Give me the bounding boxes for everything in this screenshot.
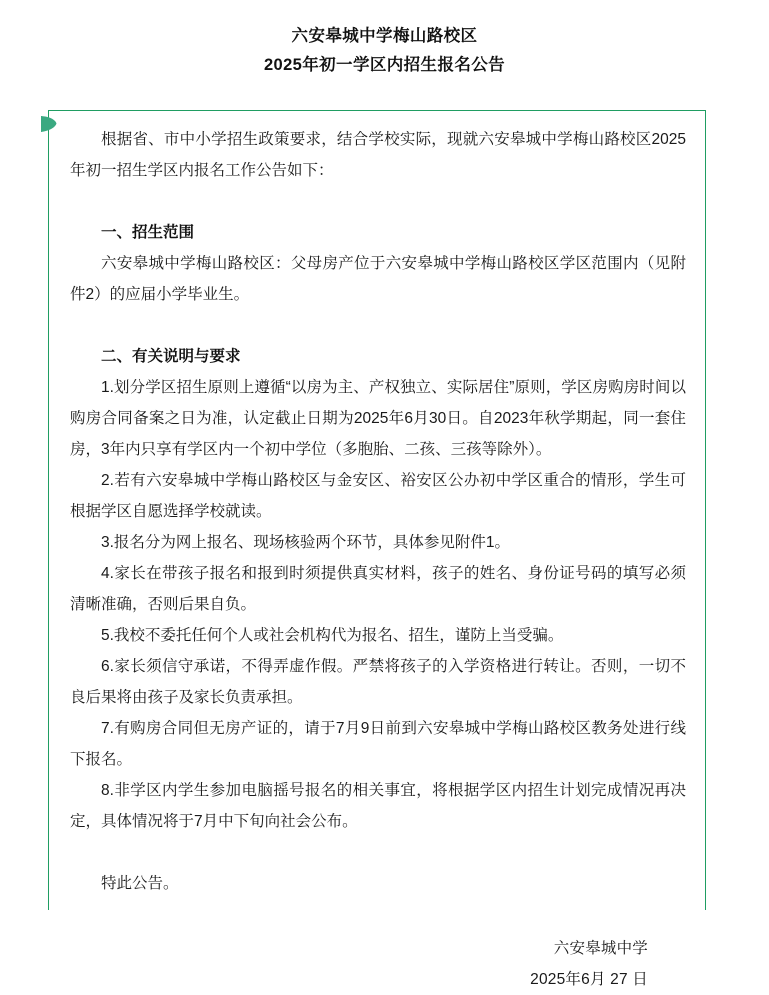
section-two-item-5: 5.我校不委托任何个人或社会机构代为报名、招生，谨防上当受骗。 [101, 627, 564, 644]
section-one-heading: 一、招生范围 [101, 224, 195, 241]
section-two-item-1: 1.划分学区招生原则上遵循“以房为主、产权独立、实际居住”原则，学区房购房时间以购房合同备案之日为准，认定截止日期为2025年6月30日。自2023年秋学期起，同一套住房，3年内只享有学区内一个初中学位（多胞胎、二孩、三孩等除外）。 [70, 379, 686, 458]
section-two-item-2: 2.若有六安皋城中学梅山路校区与金安区、裕安区公办初中学区重合的情形，学生可根据学区自愿选择学校就读。 [70, 472, 686, 520]
section-two-item-3: 3.报名分为网上报名、现场核验两个环节，具体参见附件1。 [101, 534, 511, 551]
section-two-item-7: 7.有购房合同但无房产证的，请于7月9日前到六安皋城中学梅山路校区教务处进行线下报名。 [70, 720, 686, 768]
page-title-line-1: 六安皋城中学梅山路校区 [291, 27, 478, 45]
spacer-between-sections [70, 310, 686, 341]
section-two-item-6: 6.家长须信守承诺，不得弄虚作假。严禁将孩子的入学资格进行转让。否则，一切不良后果将由孩子及家长负责承担。 [70, 658, 686, 706]
section-two-item-8: 8.非学区内学生参加电脑摇号报名的相关事宜，将根据学区内招生计划完成情况再决定，具体情况将于7月中下旬向社会公布。 [70, 782, 686, 830]
spacer-after-intro [70, 186, 686, 217]
signature-date: 2025年6月 27 日 [530, 971, 648, 988]
page-title-line-2: 2025年初一学区内招生报名公告 [263, 56, 506, 74]
section-one-text: 六安皋城中学梅山路校区：父母房产位于六安皋城中学梅山路校区学区范围内（见附件2）的应届小学毕业生。 [70, 255, 686, 303]
signature-organization: 六安皋城中学 [553, 940, 648, 957]
closing-paragraph: 特此公告。 [101, 875, 179, 892]
leaf-marker-icon [38, 113, 60, 135]
announcement-content [48, 110, 706, 988]
section-two-heading: 二、有关说明与要求 [101, 348, 241, 365]
spacer-before-closing [70, 837, 686, 868]
signature-block [70, 933, 686, 995]
section-two-item-4: 4.家长在带孩子报名和报到时须提供真实材料，孩子的姓名、身份证号码的填写必须清晰准确，否则后果自负。 [70, 565, 686, 613]
announcement-frame [48, 110, 706, 988]
intro-paragraph: 根据省、市中小学招生政策要求，结合学校实际，现就六安皋城中学梅山路校区2025年初一招生学区内报名工作公告如下： [70, 131, 686, 179]
document-title-block [0, 0, 769, 80]
